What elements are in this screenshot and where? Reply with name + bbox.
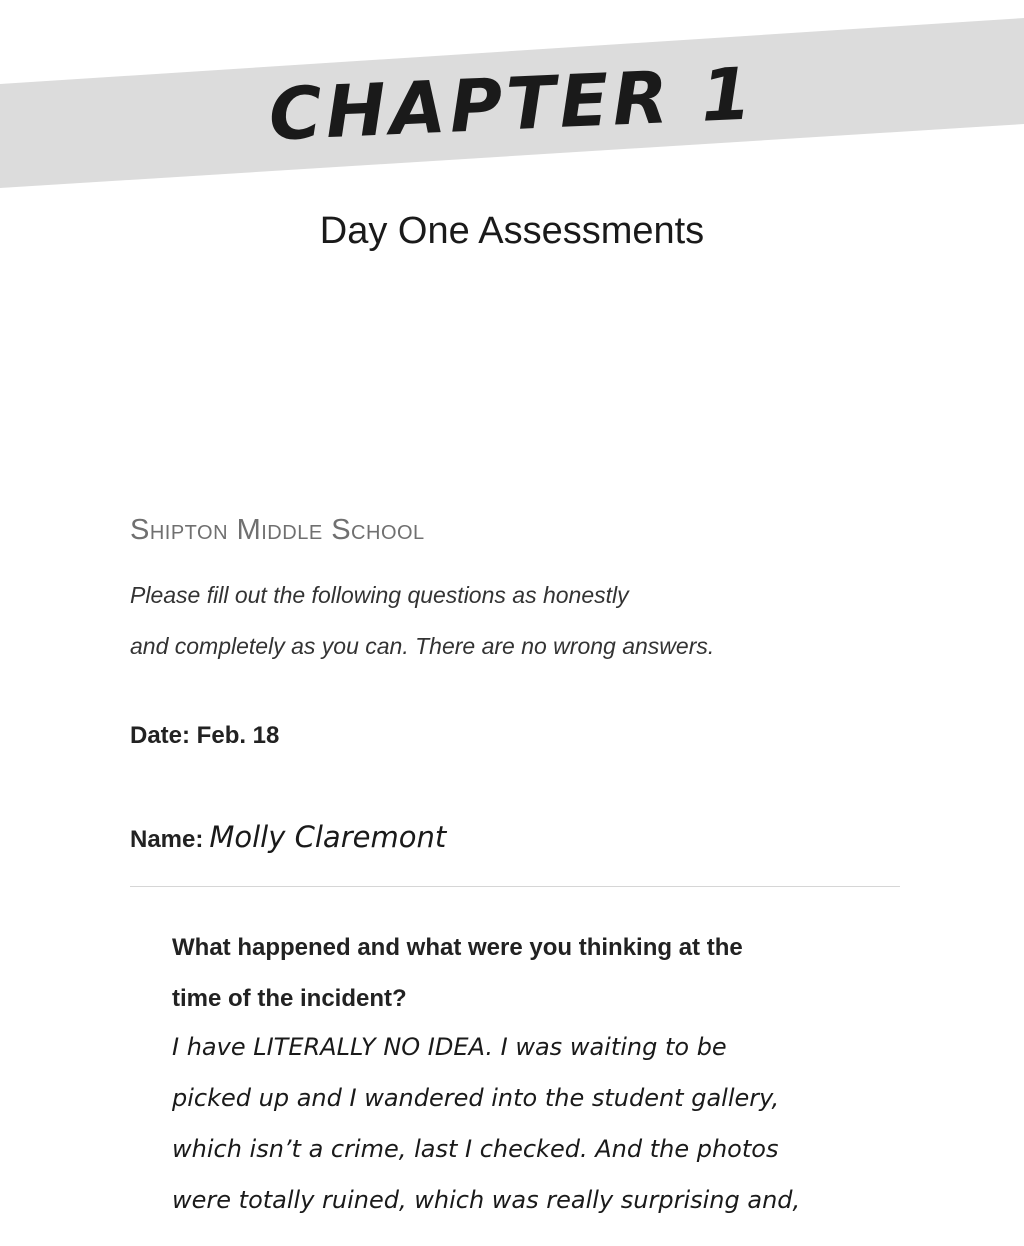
answer-line: I have LITERALLY NO IDEA. I was waiting to be [172,1033,727,1061]
divider [130,886,900,887]
chapter-subtitle: Day One Assessments [319,210,705,252]
answer-line: picked up and I wandered into the student gallery, [172,1084,780,1112]
instructions-line: and completely as you can. There are no wrong answers. [130,633,715,659]
name-label: Name: [130,826,204,853]
question-line: What happened and what were you thinking at the [172,934,743,961]
school-name: Shipton Middle School [130,514,425,546]
question-prompt [172,922,852,1024]
handwritten-answer [172,1022,872,1226]
form-instructions [130,570,910,672]
date-line: Date: Feb. 18 [130,722,280,749]
name-line [130,820,446,854]
answer-line: which isn’t a crime, last I checked. And the photos [172,1135,779,1163]
chapter-title: CHAPTER 1 [267,51,757,157]
name-value: Molly Claremont [209,820,447,854]
answer-line: were totally ruined, which was really surprising and, [172,1186,801,1214]
question-line: time of the incident? [172,985,407,1012]
instructions-line: Please fill out the following questions as honestly [130,582,629,608]
